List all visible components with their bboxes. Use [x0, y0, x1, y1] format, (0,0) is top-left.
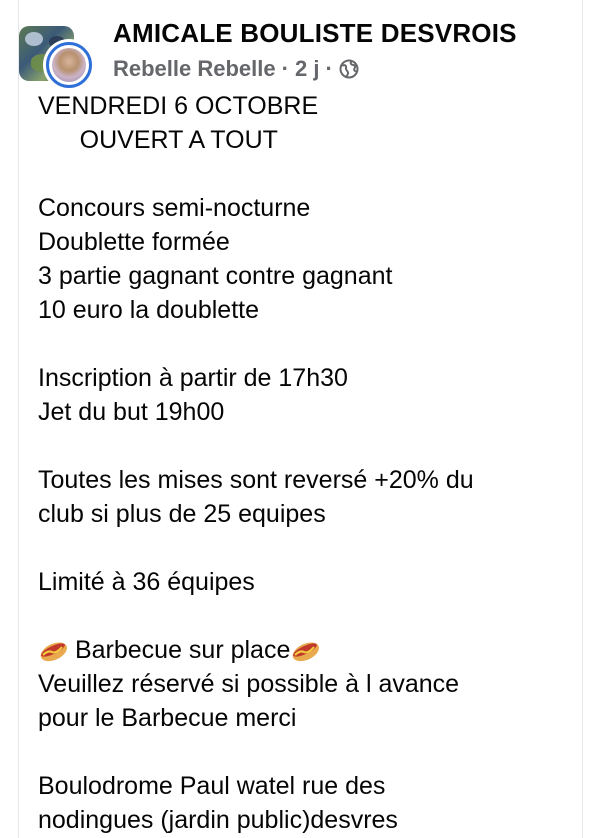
- post-header: [19, 18, 559, 84]
- post-line: [38, 157, 578, 191]
- hotdog-icon: [290, 638, 320, 662]
- post-line: [38, 429, 578, 463]
- post-line: Doublette formée: [38, 228, 230, 256]
- author-avatar[interactable]: [46, 42, 92, 88]
- post-line: 3 partie gagnant contre gagnant: [38, 262, 393, 290]
- post-line: Jet du but 19h00: [38, 398, 225, 426]
- globe-icon[interactable]: [339, 59, 359, 79]
- post-line: nodingues (jardin public)desvres: [38, 806, 398, 834]
- author-name-link[interactable]: Rebelle Rebelle: [113, 56, 276, 81]
- post-line: Veuillez réservé si possible à l avance: [38, 670, 460, 698]
- post-text: [38, 89, 578, 837]
- barbecue-line: [38, 633, 578, 667]
- post-line: club si plus de 25 equipes: [38, 500, 326, 528]
- post-line: OUVERT A TOUT: [38, 126, 278, 154]
- post-line: Inscription à partir de 17h30: [38, 364, 348, 392]
- meta-separator: ·: [281, 56, 289, 81]
- post-line: [38, 531, 578, 565]
- post-line: pour le Barbecue merci: [38, 704, 297, 732]
- post-line: Boulodrome Paul watel rue des: [38, 772, 386, 800]
- post-line: Toutes les mises sont reversé +20% du: [38, 466, 474, 494]
- post-line: Limité à 36 équipes: [38, 568, 255, 596]
- post-meta: [113, 56, 359, 82]
- hotdog-icon: [38, 638, 68, 662]
- post-line: Concours semi-nocturne: [38, 194, 311, 222]
- post-line: VENDREDI 6 OCTOBRE: [38, 92, 319, 120]
- post-line: 10 euro la doublette: [38, 296, 260, 324]
- group-name-link[interactable]: AMICALE BOULISTE DESVROIS: [113, 18, 517, 48]
- post-line: [38, 327, 578, 361]
- post-timestamp[interactable]: 2 j: [294, 56, 320, 81]
- post-line: [38, 735, 578, 769]
- post-line: [38, 599, 578, 633]
- meta-separator: ·: [325, 56, 333, 81]
- barbecue-text: Barbecue sur place: [74, 636, 291, 664]
